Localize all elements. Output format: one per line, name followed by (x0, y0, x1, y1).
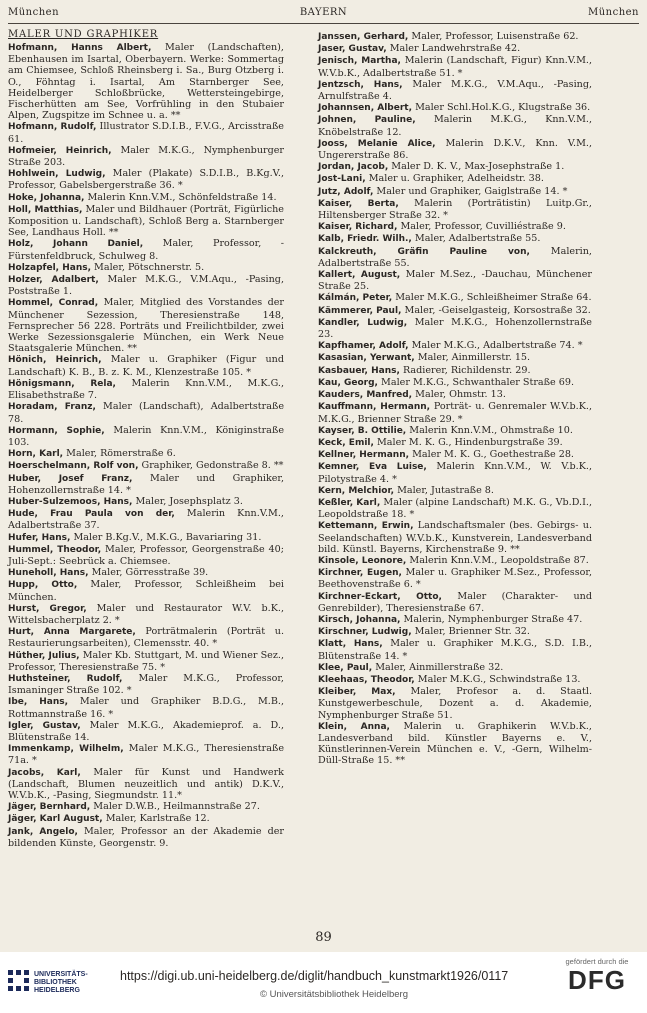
entry-name: Hufer, Hans, (8, 532, 71, 543)
header-rule (8, 23, 639, 24)
entry-text: Malerin (Porträtistin) Luitp.Gr., Hiltensberger Straße 32. * (318, 197, 592, 222)
entry (8, 42, 284, 121)
entry-text: Maler, Josephsplatz 3. (132, 495, 243, 507)
entry-name: Kettemann, Erwin, (318, 521, 414, 532)
entry-text: Maler, Professor, Georgenstraße 40; Juli-Sept.: Seebrück a. Chiemsee. (8, 543, 284, 567)
header-center: BAYERN (299, 7, 348, 18)
entry-name: Kalb, Friedr. Wilh., (318, 234, 412, 245)
entry (318, 520, 592, 555)
entry-name: Huneholl, Hans, (8, 568, 89, 579)
entry-text: Maler (Plakate) S.D.I.B., B.Kg.V., Professor, Gabelsbergerstraße 36. * (8, 168, 285, 192)
copyright: © Universitätsbibliothek Heidelberg (260, 989, 408, 1000)
entry (318, 626, 592, 638)
entry-name: Kirchner-Eckart, Otto, (318, 591, 442, 602)
entry (318, 497, 592, 520)
entry (318, 352, 592, 364)
entry-text: Maler M.K.G., Schwindstraße 13. (414, 673, 581, 685)
entry-text: Maler, Jutastraße 8. (394, 484, 494, 496)
entry-name: Hummel, Theodor, (8, 544, 102, 555)
entry-name: Jutz, Adolf, (318, 186, 374, 197)
entry-name: Holzapfel, Hans, (8, 262, 91, 273)
entry-text: Maler, Ohmstr. 13. (412, 389, 506, 401)
entry-text: Maler, Profesor a. d. Staatl. Kunstgewerbeschule, Dozent a. d. Akademie, Nymphenburger Straße 51. (318, 686, 593, 721)
entry-name: Jank, Angelo, (8, 826, 78, 837)
entry (8, 673, 284, 696)
entry-name: Jordan, Jacob, (318, 162, 389, 173)
entry-text: Porträt- u. Genremaler W.V.b.K., M.K.G., Brienner Straße 29. * (318, 401, 592, 425)
entry-text: Malerin Knn.V.M., W. V.b.K., Pilotystraße 4. * (318, 461, 593, 485)
entry-name: Kandler, Ludwig, (318, 317, 408, 328)
entry-text: Maler, Ainmillerstr. 15. (414, 352, 531, 364)
entry-name: Jooss, Melanie Alice, (318, 138, 436, 149)
entry (318, 305, 592, 317)
entry-text: Landschaftsmaler (bes. Gebirgs- u. Seelandschaften) W.V.b.K., Kunstverein, Landesverband bild. Künstl. Bayerns, Kirchenstraße 9. ** (318, 520, 592, 555)
entry-name: Hormann, Sophie, (8, 425, 105, 436)
entry-name: Kirsch, Johanna, (318, 614, 401, 625)
entry (318, 485, 592, 497)
entry-name: Hüther, Julius, (8, 650, 80, 661)
entry-text: Malerin (Landschaft, Figur) Knn.V.M., W.V.b.K., Adalbertstraße 51. * (318, 55, 592, 79)
entry-name: Jenisch, Martha, (318, 56, 401, 67)
entry-text: Maler M.K.G., Schwanthaler Straße 69. (377, 376, 575, 388)
entry-name: Hohlwein, Ludwig, (8, 169, 106, 180)
entry-text: Maler, Pötschnerstr. 5. (91, 261, 205, 273)
entry-name: Horn, Karl, (8, 449, 64, 460)
entry-text: Maler, Mitglied des Vorstandes der Münchener Sezession, Theresienstraße 148, Fernsprecher 56 228. Porträts und Freilichtbilder, zwei Werke Sezessionsgalerie München, ein Werk Neue Staatsgalerie München. ** (8, 297, 285, 355)
entry (318, 686, 592, 721)
entry-name: Johannsen, Albert, (318, 103, 413, 114)
entry-name: Klein, Anna, (318, 721, 390, 732)
entry-name: Kapfhamer, Adolf, (318, 341, 409, 352)
entry-text: Malerin Knn.V.M., Königinstraße 103. (8, 424, 284, 448)
entry (8, 826, 284, 849)
entry (318, 567, 592, 590)
entry (318, 721, 592, 767)
entry (8, 145, 284, 168)
entry (8, 801, 284, 813)
entry (8, 579, 284, 602)
entry (318, 246, 592, 269)
header-right: München (587, 7, 639, 18)
entry (8, 626, 284, 649)
entry (8, 297, 284, 354)
entry (8, 238, 284, 261)
entry-text: Maler (Landschaften), Ebenhausen im Isartal, Oberbayern. Werke: Sommertag am Chiemsee, Schloß Rheinsberg i. Sa., Burg Otzberg i. O., Föhntag i. Isartal, Am Starnberger See, Heidelberger Schloßbrücke, Wettersteingebirge, Fischerhütten am See, Vorfrühling in den Stubaier Alpen, Zugspitze im Schnee u. a. ** (8, 42, 284, 122)
entry-text: Maler M.K.G., Hohenzollernstraße 23. (318, 316, 592, 341)
entry-text: Malerin M.K.G., Knn.V.M., Knöbelstraße 12. (318, 114, 592, 138)
entry-text: Malerin, Adalbertstraße 55. (318, 245, 592, 269)
university-library-logo (8, 970, 108, 1006)
entry-name: Klatt, Hans, (318, 639, 383, 650)
entry-text: Maler für Kunst und Handwerk (Landschaft, Blumen neuzeitlich und antik) D.K.V., W.V.b.K., -Pasing, Siegmundstr. 11.* (8, 766, 284, 801)
entry (8, 743, 284, 766)
entry (318, 365, 592, 377)
entry-text: Maler, Adalbertstraße 55. (411, 233, 541, 245)
entry-text: Malerin Knn.V.M., M.K.G., Elisabethstraße 7. (8, 377, 285, 402)
entry-text: Maler M.K.G., V.M.Aqu., -Pasing, Poststraße 1. (8, 274, 284, 298)
entry-name: Hoke, Johanna, (8, 192, 85, 203)
entry (318, 638, 592, 661)
entry (8, 544, 284, 567)
entry-text: Malerin, Nymphenburger Straße 47. (400, 613, 583, 625)
entry-text: Maler, Brienner Str. 32. (411, 626, 530, 638)
entry-name: Johnen, Pauline, (318, 115, 416, 126)
funder-name: DFG (568, 965, 626, 995)
entry-text: Maler (alpine Landschaft) M.K. G., Vb.D.I., Leopoldstraße 18. * (318, 496, 592, 521)
entry-text: Maler, Professor, Cuvilliéstraße 9. (397, 221, 566, 233)
entry-name: Kämmerer, Paul, (318, 305, 402, 316)
entry-text: Maler Schl.Hol.K.G., Klugstraße 36. (412, 102, 591, 114)
entry-name: Immenkamp, Wilhelm, (8, 744, 124, 755)
entry (318, 437, 592, 449)
entry-name: Kirschner, Ludwig, (318, 627, 412, 638)
running-header (8, 7, 639, 23)
entry (318, 79, 592, 102)
entry (318, 233, 592, 245)
entry-name: Horadam, Franz, (8, 402, 96, 413)
entry-text: Maler M. K. G., Goethestraße 28. (409, 449, 574, 461)
entry (8, 168, 284, 191)
entry-name: Kallert, August, (318, 270, 401, 281)
entry-text: Maler M.K.G., Professor, Ismaninger Straße 102. * (8, 672, 284, 697)
entry-name: Keck, Emil, (318, 437, 374, 448)
entry-name: Kalckreuth, Gräfin Pauline von, (318, 246, 530, 257)
entry-name: Hofmann, Hanns Albert, (8, 43, 152, 53)
entry-name: Hofmeier, Heinrich, (8, 145, 112, 156)
entry-text: Maler M.K.G., Schleißheimer Straße 64. (392, 292, 592, 304)
left-column (8, 42, 284, 849)
entry-name: Huber-Sulzemoos, Hans, (8, 496, 133, 507)
entry (8, 567, 284, 579)
entry (318, 425, 592, 437)
entry (318, 102, 592, 114)
entry (8, 496, 284, 508)
entry-text: Maler (Landschaft), Adalbertstraße 78. (8, 401, 284, 425)
entry (8, 603, 284, 626)
entry-name: Janssen, Gerhard, (318, 32, 409, 42)
entry-name: Huber, Josef Franz, (8, 473, 133, 484)
entry (8, 274, 284, 297)
entry (318, 614, 592, 626)
entry (8, 767, 284, 802)
entry (318, 114, 592, 137)
entry (318, 31, 592, 43)
entry-text: Maler M.K.G., Nymphenburger Straße 203. (8, 144, 284, 169)
entry-name: Jost-Lani, (318, 174, 366, 185)
entry-text: Maler, Römerstraße 6. (63, 448, 176, 460)
entry-name: Kemner, Eva Luise, (318, 462, 427, 473)
entry-text: Maler, Professor, Schleißheim bei München. (8, 579, 285, 603)
entry-text: Malerin Knn.V.M., Leopoldstraße 87. (406, 554, 589, 566)
entry-text: Malerin Knn.V.M., Adalbertstraße 37. (8, 508, 284, 532)
entry (318, 269, 592, 292)
dfg-logo (557, 957, 637, 994)
entry (318, 55, 592, 78)
entry-text: Illustrator S.D.I.B., F.V.G., Arcisstraße 61. (8, 121, 284, 145)
entry-text: Maler, Görresstraße 39. (88, 567, 209, 579)
section-title: MALER UND GRAPHIKER (8, 29, 159, 40)
page-number: 89 (315, 930, 332, 945)
entry-name: Jäger, Karl August, (8, 814, 103, 825)
entry-name: Jäger, Bernhard, (8, 802, 91, 813)
entry (318, 401, 592, 424)
entry-name: Kleehaas, Theodor, (318, 674, 415, 685)
entry-text: Maler und Graphiker, Hohenzollernstraße 14. * (8, 472, 285, 496)
entry (318, 674, 592, 686)
entry-name: Kaiser, Richard, (318, 222, 398, 233)
entry-text: Maler Landwehrstraße 42. (386, 43, 521, 55)
entry (8, 696, 284, 719)
entry-text: Maler u. Graphiker M.Sez., Professor, Beethovenstraße 6. * (318, 567, 592, 591)
entry-text: Maler M.Sez., -Dauchau, Münchener Straße 25. (318, 269, 592, 293)
entry (8, 460, 284, 472)
entry (8, 473, 284, 496)
entry-name: Kálmán, Peter, (318, 293, 393, 304)
entry-text: Malerin D.K.V., Knn. V.M., Ungererstraße 86. (318, 137, 592, 162)
entry-name: Huthsteiner, Rudolf, (8, 673, 123, 684)
entry (318, 221, 592, 233)
entry (318, 555, 592, 567)
entry-name: Hude, Frau Paula von der, (8, 509, 175, 520)
entry-name: Kayser, B. Ottilie, (318, 425, 407, 436)
entry (318, 198, 592, 221)
entry-text: Maler und Graphiker, Gaiglstraße 14. * (373, 185, 568, 197)
entry-text: Maler u. Graphiker, Adelheidstr. 38. (365, 173, 544, 185)
logo-text: UNIVERSITÄTS-BIBLIOTHEK HEIDELBERG (34, 971, 88, 994)
entry-name: Kauders, Manfred, (318, 390, 413, 401)
entry-name: Hofmann, Rudolf, (8, 122, 97, 133)
entry-name: Kasasian, Yerwant, (318, 353, 415, 364)
entry (318, 591, 592, 614)
entry-name: Hönigsmann, Rela, (8, 378, 116, 389)
entry (318, 186, 592, 198)
entry (8, 650, 284, 673)
entry (8, 508, 284, 531)
entry-text: Maler und Bildhauer (Porträt, Figürliche Komposition u. Landschaft), Schloß Berg a. Starnberger See, Landhaus Holl. ** (8, 203, 284, 239)
entry (318, 161, 592, 173)
entry-text: Maler (Charakter- und Genrebilder), Theresienstraße 67. (318, 590, 592, 614)
entry (8, 532, 284, 544)
entry-name: Holz, Johann Daniel, (8, 239, 144, 250)
header-left: München (8, 7, 60, 18)
entry (318, 389, 592, 401)
entry-name: Kauffmann, Hermann, (318, 402, 431, 413)
entry-name: Kirchner, Eugen, (318, 568, 402, 579)
entry-name: Kellner, Hermann, (318, 450, 410, 461)
entry-name: Kinsole, Leonore, (318, 555, 407, 566)
right-column (318, 31, 592, 767)
entry-text: Malerin u. Graphikerin W.V.b.K., Landesverband bild. Künstler Bayerns e. V., Künstlerinnen-Verein München e. V., -Gern, Wilhelm-Düll-Straße 15. ** (318, 720, 592, 767)
entry (318, 173, 592, 185)
entry (318, 43, 592, 55)
entry-text: Malerin Knn.V.M., Ohmstraße 10. (406, 424, 573, 436)
entry-name: Jacobs, Karl, (8, 767, 81, 778)
entry (8, 401, 284, 424)
entry-name: Igler, Gustav, (8, 720, 81, 731)
entry-text: Maler, Professor an der Akademie der bildenden Künste, Georgenstr. 9. (8, 825, 284, 849)
entry (318, 340, 592, 352)
entry-text: Maler, Professor, Luisenstraße 62. (408, 31, 579, 42)
entry (8, 425, 284, 448)
entry-name: Keßler, Karl, (318, 497, 381, 508)
entry (8, 204, 284, 239)
entry-name: Hurst, Gregor, (8, 603, 87, 614)
entry-text: Maler u. Graphiker (Figur und Landschaft) K. B., B. z. K. M., Klenzestraße 105. * (8, 354, 284, 378)
entry-name: Holl, Matthias, (8, 204, 83, 215)
entry (318, 662, 592, 674)
entry-name: Kau, Georg, (318, 377, 378, 388)
entry-name: Kaiser, Berta, (318, 198, 399, 209)
entry-text: Radierer, Richildenstr. 29. (399, 364, 531, 376)
entry (8, 262, 284, 274)
entry-text: Maler M.K.G., V.M.Aqu., -Pasing, Arnulfstraße 4. (318, 78, 593, 103)
entry-name: Klee, Paul, (318, 662, 373, 673)
entry-text: Maler, -Geiselgasteig, Korsostraße 32. (401, 304, 591, 316)
entry (8, 121, 284, 144)
entry-text: Maler Kb. Stuttgart, M. und Wiener Sez., Professor, Theresienstraße 75. * (8, 649, 285, 673)
entry-text: Maler und Restaurator W.V. b.K., Wittelsbacherplatz 2. * (8, 602, 284, 626)
entry-name: Ibe, Hans, (8, 697, 69, 708)
entry (8, 813, 284, 825)
entry (8, 448, 284, 460)
entry-text: Porträtmalerin (Porträt u. Restaurierungsarbeiten), Clemensstr. 40. * (8, 626, 284, 650)
entry (318, 138, 592, 161)
entry-text: Maler, Ainmillerstraße 32. (372, 661, 504, 673)
entry-text: Maler D. K. V., Max-Josephstraße 1. (388, 161, 565, 173)
entry-text: Malerin Knn.V.M., Schönfeldstraße 14. (84, 191, 277, 203)
entry (318, 449, 592, 461)
entry-text: Maler, Professor, -Fürstenfeldbruck, Schulweg 8. (8, 238, 284, 262)
viewer-footer (0, 952, 647, 1013)
entry-name: Holzer, Adalbert, (8, 275, 99, 286)
entry (8, 378, 284, 401)
entry (318, 377, 592, 389)
entry (318, 461, 592, 484)
entry-text: Maler und Graphiker B.D.G., M.B., Rottmannstraße 16. * (8, 696, 284, 720)
entry-text: Graphiker, Gedonstraße 8. ** (138, 460, 284, 472)
entry (8, 720, 284, 743)
entry-name: Hurt, Anna Margarete, (8, 627, 136, 638)
entry-name: Kleiber, Max, (318, 687, 396, 698)
entry-text: Maler M.K.G., Theresienstraße 71a. * (8, 743, 284, 767)
entry-name: Hönich, Heinrich, (8, 355, 102, 366)
entry-text: Maler B.Kg.V., M.K.G., Bavariaring 31. (70, 531, 262, 543)
entry-text: Maler M.K.G., Akademieprof. a. D., Blütenstraße 14. (8, 719, 284, 743)
entry-name: Jaser, Gustav, (318, 44, 387, 55)
permalink[interactable]: https://digi.ub.uni-heidelberg.de/diglit/handbuch_kunstmarkt1926/0117 (120, 969, 509, 983)
entry-text: Maler M. K. G., Hindenburgstraße 39. (373, 436, 563, 448)
entry (8, 192, 284, 204)
entry-name: Kern, Melchior, (318, 485, 395, 496)
entry (318, 317, 592, 340)
entry-text: Maler u. Graphiker M.K.G., S.D. I.B., Blütenstraße 14. * (318, 638, 593, 662)
entry-text: Maler M.K.G., Adalbertstraße 74. * (408, 340, 583, 352)
entry-name: Hupp, Otto, (8, 580, 78, 591)
entry-name: Jentzsch, Hans, (318, 79, 403, 90)
entry (8, 354, 284, 377)
entry-name: Hommel, Conrad, (8, 298, 99, 309)
entry-name: Kasbauer, Hans, (318, 365, 400, 376)
entry-text: Maler, Karlstraße 12. (102, 813, 210, 825)
entry-text: Maler D.W.B., Heilmannstraße 27. (90, 801, 260, 813)
logo-mark-icon (8, 970, 30, 996)
entry (318, 292, 592, 304)
funder-caption: gefördert durch die (565, 957, 629, 966)
entry-name: Hoerschelmann, Rolf von, (8, 461, 139, 472)
